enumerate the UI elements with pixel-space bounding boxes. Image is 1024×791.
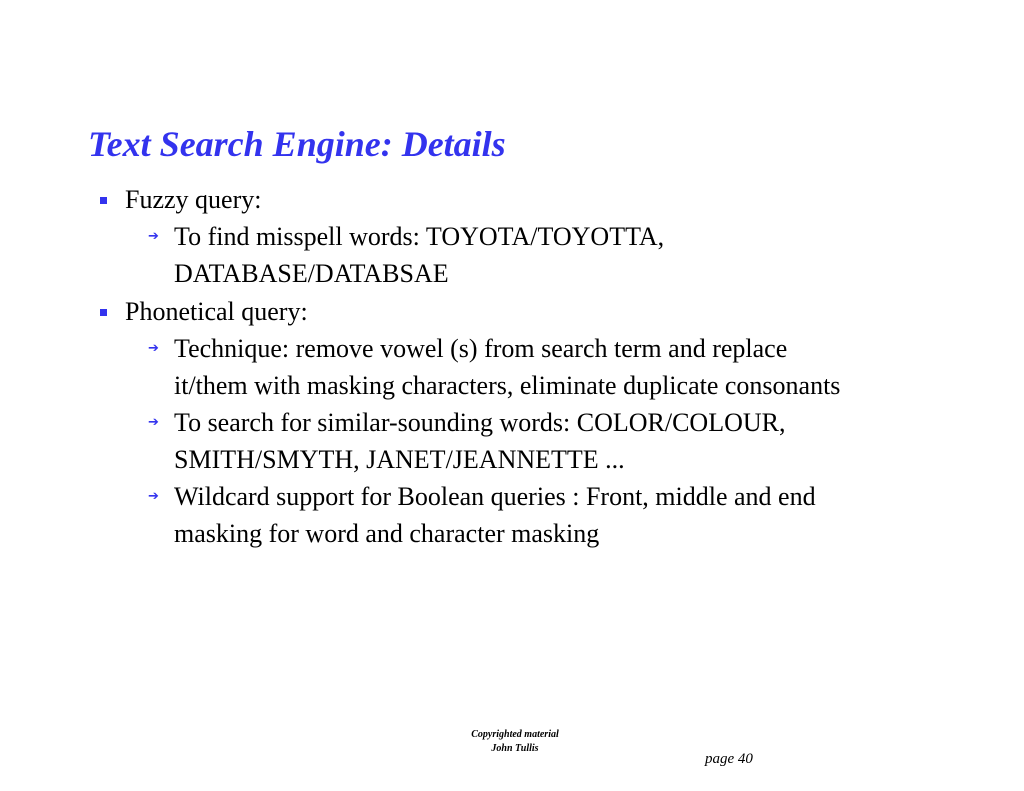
subitem-text: [174, 218, 664, 292]
subitem-line: SMITH/SMYTH, JANET/JEANNETTE ...: [174, 445, 625, 474]
copyright-line: Copyrighted material: [471, 729, 559, 740]
slide-title: Text Search Engine: Details: [88, 124, 506, 164]
subitem-line: DATABASE/DATABSAE: [174, 259, 449, 288]
copyright-notice: [440, 728, 590, 756]
subitem-line: To find misspell words: TOYOTA/TOYOTTA,: [174, 222, 665, 251]
subitem-line: it/them with masking characters, eliminate duplicate consonants: [174, 371, 841, 400]
subitem-line: masking for word and character masking: [174, 519, 600, 548]
square-bullet-icon: [100, 309, 107, 316]
subitem-line: Wildcard support for Boolean queries : Front, middle and end: [174, 482, 816, 511]
author-line: John Tullis: [491, 743, 539, 754]
subitem-line: To search for similar-sounding words: COLOR/COLOUR,: [174, 408, 786, 437]
subitem-text: [174, 478, 816, 552]
subitem-text: [174, 330, 840, 404]
square-bullet-icon: [100, 197, 107, 204]
subitem-text: [174, 404, 785, 478]
arrow-right-icon: ➔: [148, 341, 159, 356]
bullet-fuzzy-query: [100, 181, 261, 218]
bullet-phonetical-query: [100, 293, 308, 330]
arrow-right-icon: ➔: [148, 415, 159, 430]
arrow-right-icon: ➔: [148, 229, 159, 244]
bullet-label: Phonetical query:: [125, 297, 308, 326]
subitem-line: Technique: remove vowel (s) from search term and replace: [174, 334, 788, 363]
bullet-label: Fuzzy query:: [125, 185, 262, 214]
arrow-right-icon: ➔: [148, 489, 159, 504]
page-number: page 40: [705, 751, 753, 767]
